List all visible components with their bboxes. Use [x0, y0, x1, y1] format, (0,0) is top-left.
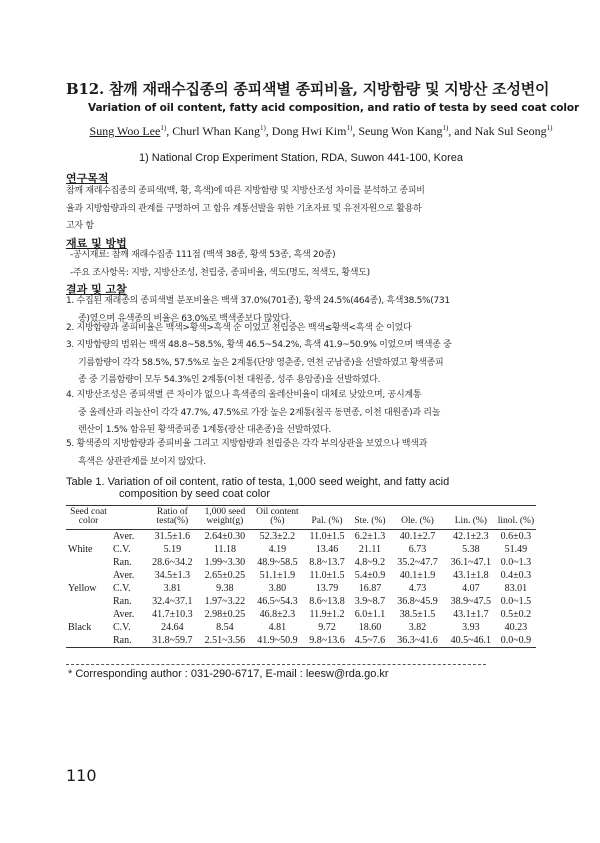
author-5-affil: 1): [546, 124, 553, 132]
table-cell: 18.60: [358, 622, 382, 633]
table-cell: 38.5±1.5: [399, 609, 436, 620]
table-cell: 4.19: [268, 544, 287, 555]
table-cell: 21.11: [358, 544, 382, 555]
table-row: [66, 530, 536, 544]
table-cell: 31.5±1.6: [154, 531, 191, 542]
table-cell: 13.79: [315, 583, 339, 594]
table-cell: 4.8~9.2: [354, 557, 386, 568]
table-cell: 9.72: [318, 622, 336, 633]
table-cell: 40.23: [504, 622, 528, 633]
abstract-title-korean: [66, 78, 586, 99]
materials-line: -주요 조사항목: 지방, 지방산조성, 천립중, 종피비율, 색도(명도, 적색도, 황색도): [70, 267, 370, 278]
corresponding-author-note: * Corresponding author : 031-290-6717, E-mail : leesw@rda.go.kr: [68, 668, 389, 680]
row-stat-label: C.V.: [113, 622, 131, 633]
table-cell: 40.1±2.7: [399, 531, 436, 542]
author-1-affil: 1): [160, 124, 167, 132]
result-line: 5. 황색종의 지방함량과 종피비율 그리고 지방함량과 천립중은 각각 부의상관을 보였으나 백색과: [66, 439, 427, 449]
table-cell: 41.9~50.9: [252, 634, 304, 648]
row-stat-label: C.V.: [113, 544, 131, 555]
author-separator: , and: [448, 124, 475, 138]
table-cell: 28.6~34.2: [152, 557, 193, 568]
table-cell: 8.54: [216, 622, 234, 633]
row-group-label: [66, 556, 111, 569]
row-stat-label: Aver.: [113, 531, 135, 542]
table-cell: 11.18: [213, 544, 236, 555]
table-cell: 2.98±0.25: [204, 609, 246, 620]
row-group-label: White: [68, 544, 93, 555]
table-column-header: 1,000 seed weight(g): [198, 506, 251, 530]
table-cell: 16.87: [358, 583, 382, 594]
table-cell: 40.5~46.1: [446, 634, 496, 648]
data-table: [66, 505, 536, 648]
result-line: 렌산이 1.5% 함유된 황색종피종 1계통(광산 대촌종)을 선발하였다.: [78, 425, 331, 435]
table-cell: 46.8±2.3: [259, 609, 296, 620]
result-item-2: [66, 320, 536, 338]
table-column-header: Ste. (%): [351, 506, 389, 530]
abstract-title-english: Variation of oil content, fatty acid composition, and ratio of testa by seed coat color: [88, 102, 580, 114]
table-row: [66, 634, 536, 648]
table-column-header: [111, 506, 146, 530]
purpose-line: 율과 지방함량과의 관계를 구명하여 고 함유 계통선발을 위한 기초자료 및 유전자원으로 활용하: [66, 203, 422, 214]
table-cell: 4.07: [462, 583, 480, 594]
table-cell: 8.6~13.8: [309, 596, 345, 607]
table-row: [66, 569, 536, 582]
table-cell: 9.8~13.6: [303, 634, 351, 648]
table-column-header: Seed coat color: [66, 506, 111, 530]
table-cell: 0.0~1.5: [500, 596, 532, 607]
table-header-row: [66, 506, 536, 530]
table-cell: 11.0±1.5: [309, 531, 345, 542]
table-cell: 32.4~37.1: [152, 596, 193, 607]
materials-paragraph: [70, 247, 532, 282]
table-cell: 35.2~47.7: [397, 557, 438, 568]
table-cell: 31.8~59.7: [147, 634, 199, 648]
section-heading-results: 결과 및 고찰: [66, 283, 127, 296]
table-cell: 9.38: [216, 583, 234, 594]
result-item-5: [66, 436, 536, 471]
result-line: 2. 지방함량과 종피비율은 백색>황색>흑색 순 이었고 천립중은 백색≤황색<흑색 순 이었다: [66, 323, 412, 333]
result-line: 종 중 기름함량이 모두 54.3%인 2계통(이천 대원종, 성주 용암종)을 선발하였다.: [78, 375, 381, 385]
table-cell: 1.99~3.30: [204, 557, 246, 568]
table-cell: 38.9~47.5: [450, 596, 492, 607]
row-group-label: [66, 595, 111, 608]
row-group-label: [66, 569, 111, 582]
row-group-label: Black: [68, 622, 92, 633]
author-list: [86, 120, 556, 139]
table-column-header: Lin. (%): [446, 506, 496, 530]
table-cell: 0.0~0.9: [496, 634, 536, 648]
table-cell: 5.4±0.9: [354, 570, 386, 581]
row-stat-label: Ran.: [113, 596, 132, 607]
author-2-affil: 1): [259, 124, 266, 132]
author-separator: ,: [352, 124, 359, 138]
table-cell: 43.1±1.7: [453, 609, 489, 620]
table-cell: 48.9~58.5: [257, 557, 298, 568]
row-stat-label: Aver.: [113, 570, 135, 581]
table-cell: 3.93: [462, 622, 480, 633]
abstract-code: B12.: [66, 80, 104, 98]
table-column-header: linol. (%): [496, 506, 536, 530]
table-row: [66, 556, 536, 569]
result-line: 종)였으며 유색종의 비율은 63.0%로 백색종보다 많았다.: [78, 313, 292, 324]
table-cell: 13.46: [315, 544, 339, 555]
result-line: 3. 지방함량의 범위는 백색 48.8~58.5%, 황색 46.5~54.2%, 흑색 41.9~50.9% 이었으며 백색종 중: [66, 340, 452, 350]
table-cell: 4.81: [268, 622, 287, 633]
footnote-divider: [66, 664, 486, 665]
table-cell: 51.49: [504, 544, 528, 555]
purpose-paragraph: [66, 183, 528, 236]
table-body: [66, 530, 536, 648]
table-row: [66, 595, 536, 608]
table-cell: 40.1±1.9: [399, 570, 436, 581]
table-row: [66, 621, 536, 634]
table-cell: 0.5±0.2: [500, 609, 532, 620]
row-stat-label: Aver.: [113, 609, 135, 620]
result-item-4: [66, 387, 536, 440]
table-cell: 52.3±2.2: [259, 531, 296, 542]
table-caption: [66, 476, 546, 500]
author-4-affil: 1): [442, 124, 449, 132]
row-stat-label: C.V.: [113, 583, 131, 594]
affiliation: 1) National Crop Experiment Station, RDA, Suwon 441-100, Korea: [138, 152, 464, 164]
row-stat-label: Ran.: [111, 634, 146, 648]
author-3: Dong Hwi Kim: [271, 124, 347, 138]
result-item-3: [66, 337, 536, 390]
table-cell: 24.64: [161, 622, 184, 633]
table-cell: 36.8~45.9: [397, 596, 438, 607]
author-3-affil: 1): [346, 124, 353, 132]
table-cell: 2.51~3.56: [198, 634, 251, 648]
table-cell: 0.0~1.3: [500, 557, 532, 568]
table-cell: 41.7±10.3: [152, 609, 193, 620]
author-2: Churl Whan Kang: [172, 124, 260, 138]
row-group-label: [66, 608, 111, 621]
table-cell: 0.4±0.3: [500, 570, 532, 581]
table-cell: 4.73: [408, 583, 427, 594]
author-separator: ,: [166, 124, 173, 138]
table-cell: 34.5±1.3: [154, 570, 191, 581]
table-cell: 5.38: [462, 544, 480, 555]
purpose-line: 참깨 재래수집종의 종피색(백, 황, 흑색)에 따른 지방함량 및 지방산조성 차이를 분석하고 종피비: [66, 186, 425, 196]
table-cell: 46.5~54.3: [257, 596, 298, 607]
table-cell: 3.80: [268, 583, 287, 594]
table-column-header: Ole. (%): [389, 506, 446, 530]
table-cell: 0.6±0.3: [500, 531, 532, 542]
table-cell: 2.64±0.30: [204, 531, 246, 542]
table-cell: 11.9±1.2: [309, 609, 345, 620]
table-row: [66, 582, 536, 595]
row-group-label: [66, 634, 111, 648]
table-column-header: Ratio of testa(%): [147, 506, 199, 530]
table-row: [66, 608, 536, 621]
table-column-header: Pal. (%): [303, 506, 351, 530]
table-cell: 6.73: [408, 544, 427, 555]
materials-line: -공시재료: 참깨 재래수집종 111점 (백색 38종, 황색 53종, 흑색 20종): [70, 250, 336, 260]
author-5: Nak Sul Seong: [474, 124, 547, 138]
table-cell: 1.97~3.22: [204, 596, 246, 607]
result-line: 1. 수집된 재래종의 종피색별 분포비율은 백색 37.0%(701종), 황색 24.5%(464종), 흑색38.5%(731: [66, 296, 450, 306]
section-heading-materials: 재료 및 방법: [66, 237, 127, 250]
author-separator: ,: [265, 124, 272, 138]
table-cell: 6.2±1.3: [354, 531, 386, 542]
row-group-label: [66, 530, 111, 544]
table-cell: 5.19: [163, 544, 182, 555]
row-group-label: Yellow: [68, 583, 97, 594]
result-line: 4. 지방산조성은 종피색별 큰 차이가 없으나 흑색종의 올레산비율이 대체로 낮았으며, 공시계통: [66, 390, 422, 400]
table-caption-line: composition by seed coat color: [119, 488, 271, 500]
result-line: 흑색은 상관관계를 보이지 않았다.: [78, 456, 206, 467]
table-cell: 6.0±1.1: [354, 609, 386, 620]
table-row: [66, 543, 536, 556]
table-cell: 8.8~13.7: [309, 557, 345, 568]
table-cell: 36.1~47.1: [450, 557, 492, 568]
result-line: 중 올레산과 리놀산이 각각 47.7%, 47.5%로 가장 높은 2계통(칠곡 동면종, 이천 대원종)과 리놀: [78, 407, 441, 418]
table-cell: 3.82: [408, 622, 427, 633]
table-cell: 11.0±1.5: [309, 570, 345, 581]
author-4: Seung Won Kang: [358, 124, 443, 138]
result-line: 기름함량이 각각 58.5%, 57.5%로 높은 2계통(단양 영춘종, 연천 군남종)을 선발하였고 황색종피: [78, 357, 444, 368]
table-cell: 42.1±2.3: [453, 531, 489, 542]
page-number: 110: [66, 766, 97, 785]
table-caption-line: Table 1. Variation of oil content, ratio of testa, 1,000 seed weight, and fatty acid: [66, 476, 450, 488]
purpose-line: 고자 함: [66, 221, 94, 231]
table-cell: 4.5~7.6: [351, 634, 389, 648]
table-cell: 51.1±1.9: [259, 570, 296, 581]
row-stat-label: Ran.: [113, 557, 132, 568]
table-cell: 83.01: [504, 583, 528, 594]
table-cell: 2.65±0.25: [204, 570, 246, 581]
table-column-header: Oil content (%): [252, 506, 304, 530]
table-cell: 3.9~8.7: [354, 596, 386, 607]
section-heading-purpose: 연구목적: [66, 172, 109, 185]
author-1: Sung Woo Lee: [89, 124, 161, 138]
table-cell: 43.1±1.8: [453, 570, 489, 581]
table-cell: 3.81: [163, 583, 182, 594]
title-korean-text: 참깨 재래수집종의 종피색별 종피비율, 지방함량 및 지방산 조성변이: [109, 80, 550, 98]
table-cell: 36.3~41.6: [389, 634, 446, 648]
